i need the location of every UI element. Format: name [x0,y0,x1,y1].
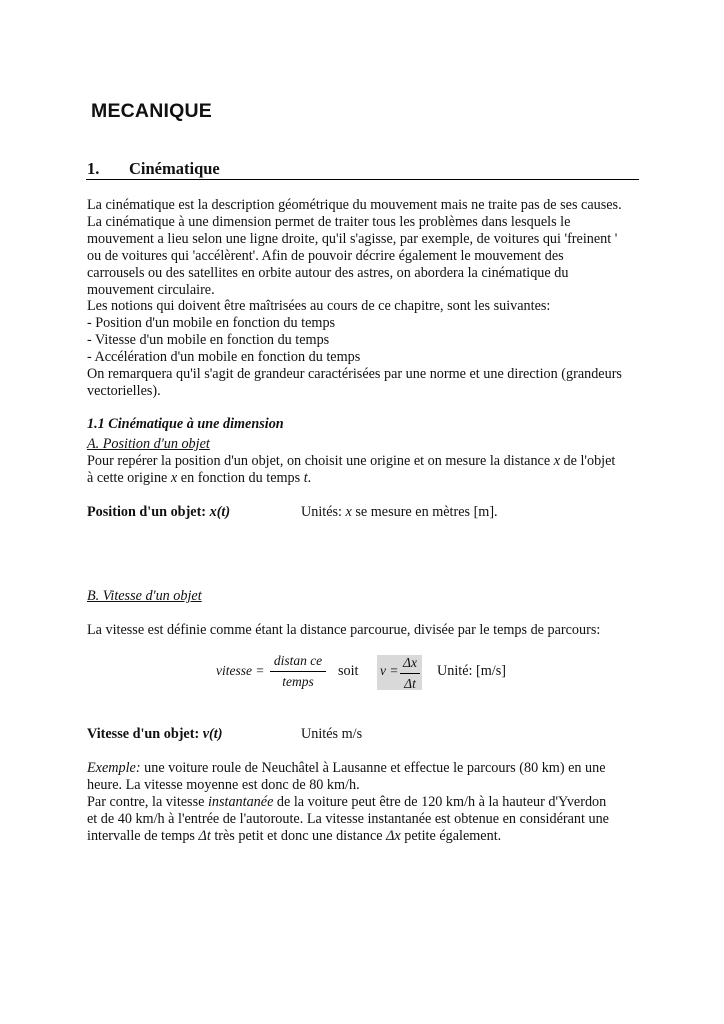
text-run: très petit et donc une distance [210,827,387,844]
position-definition [87,504,498,521]
exemple-line [87,828,647,845]
position-line [87,470,647,487]
text-run: intervalle de temps [87,827,199,844]
variable: x [170,469,178,486]
formula-delta-t: Δt [404,676,416,691]
text-run: de l'objet [560,452,616,469]
emphasis: instantanée [207,793,274,810]
exemple-line [87,794,647,811]
section-heading [86,159,639,180]
variable: t [303,469,308,486]
vitesse-definition [87,726,363,743]
intro-line: La cinématique à une dimension permet de traiter tous les problèmes dans lesquels le [87,213,571,230]
text-run: une voiture roule de Neuchâtel à Lausanne et effectue le parcours (80 km) en une [140,760,606,776]
formula-numerator: distan ce [273,653,323,668]
definition-variable: v(t) [202,726,223,742]
formula-v-equals: v = [380,663,399,678]
exemple-label: Exemple: [87,760,141,776]
intro-line: ou de voitures qui 'accélèrent'. Afin de pouvoir décrire également le mouvement des [87,247,564,264]
position-line [87,453,647,470]
intro-line: Les notions qui doivent être maîtrisées au cours de ce chapitre, sont les suivantes: [87,298,551,315]
text-run: Par contre, la vitesse [87,793,208,810]
intro-line: On remarquera qu'il s'agit de grandeur caractérisées par une norme et une direction (grandeurs [87,366,622,383]
formula-unit: Unité: [m/s] [437,663,506,679]
document-title: MECANIQUE [91,100,212,122]
text-run: Unités: [301,504,346,520]
definition-label: Position d'un objet: [87,504,210,520]
formula-fraction-delta [400,655,420,692]
exemple-line: heure. La vitesse moyenne est donc de 80 km/h. [87,776,360,793]
text-run: en fonction du temps [177,469,304,486]
text-run: petite également. [400,827,502,844]
intro-line: vectorielles). [87,382,161,399]
definition-label: Vitesse d'un objet: [87,726,203,742]
formula-fraction-distance-time [270,653,326,690]
intro-line: mouvement a lieu selon une ligne droite, qu'il s'agisse, par exemple, de voitures qui 'freinent ' [87,230,618,247]
text-run: de la voiture peut être de 120 km/h à la hauteur d'Yverdon [273,793,607,810]
position-paragraph [87,436,647,487]
intro-line: mouvement circulaire. [87,281,215,298]
formula-soit: soit [338,663,359,679]
variable: Δx [386,827,401,844]
intro-line: - Accélération d'un mobile en fonction du temps [87,349,361,366]
position-units [301,504,498,521]
intro-line: La cinématique est la description géométrique du mouvement mais ne traite pas de ses causes. [87,197,622,213]
vitesse-units: Unités m/s [301,726,363,742]
intro-line: - Position d'un mobile en fonction du temps [87,315,336,332]
variable: Δt [198,827,211,844]
subsection-title: 1.1 Cinématique à une dimension [87,416,284,432]
definition-variable: x(t) [209,504,231,520]
variable: x [553,452,560,469]
variable: x [345,504,352,520]
section-title: Cinématique [129,159,220,178]
formula-delta-x: Δx [403,655,417,670]
vitesse-definition-text: La vitesse est définie comme étant la distance parcourue, divisée par le temps de parcours: [87,622,601,638]
exemple-paragraph [87,760,647,845]
intro-line: - Vitesse d'un mobile en fonction du temps [87,332,330,349]
section-number: 1. [87,159,100,178]
text-run: se mesure en mètres [m]. [351,504,498,520]
exemple-line: et de 40 km/h à l'entrée de l'autoroute. La vitesse instantanée est obtenue en considérant une [87,810,609,827]
text-run: . [307,469,312,486]
exemple-line [87,760,647,777]
formula-lhs: vitesse = [216,663,265,678]
position-subtitle: A. Position d'un objet [87,436,210,452]
text-run: Pour repérer la position d'un objet, on choisit une origine et on mesure la distance [87,452,554,469]
intro-line: carrousels ou des satellites en orbite autour des astres, on abordera la cinématique du [87,264,569,281]
text-run: à cette origine [87,469,171,486]
fraction-bar [400,673,420,674]
intro-paragraph [87,197,647,400]
formula-denominator: temps [282,674,314,689]
fraction-bar [270,671,326,672]
vitesse-subtitle: B. Vitesse d'un objet [87,588,202,604]
